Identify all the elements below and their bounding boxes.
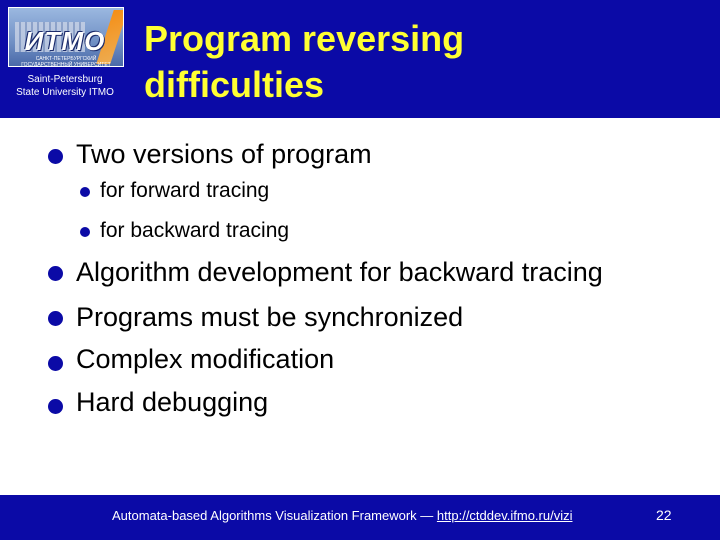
bullet-icon [48, 266, 63, 281]
sub-bullet-item-2: for backward tracing [100, 219, 290, 242]
bullet-icon [48, 311, 63, 326]
sub-bullet-icon [80, 187, 90, 197]
bullet-item-4: Complex modification [76, 344, 335, 374]
university-line-2: State University ITMO [16, 87, 114, 98]
slide-title [144, 16, 464, 108]
title-line-1: Program reversing [144, 18, 465, 59]
footer-link[interactable]: http://ctddev.ifmo.ru/vizi [436, 508, 573, 523]
page-number: 22 [656, 507, 672, 523]
slide-footer [0, 495, 720, 540]
footer-caption: Automata-based Algorithms Visualization Framework — [112, 508, 437, 523]
sub-bullet-item-1: for forward tracing [100, 179, 270, 202]
university-name [0, 73, 130, 99]
itmo-logo [8, 7, 124, 67]
bullet-item-2: Algorithm development for backward tracing [76, 257, 603, 287]
university-line-1: Saint-Petersburg [27, 74, 103, 85]
bullet-icon [48, 399, 63, 414]
bullet-item-1: Two versions of program [76, 139, 372, 169]
bullet-icon [48, 356, 63, 371]
bullet-icon [48, 149, 63, 164]
slide-header [0, 0, 720, 118]
logo-subtext: САНКТ-ПЕТЕРБУРГСКИЙ ГОСУДАРСТВЕННЫЙ УНИВЕРСИТЕТ [21, 56, 111, 67]
bullet-item-3: Programs must be synchronized [76, 302, 464, 332]
sub-bullet-icon [80, 227, 90, 237]
title-line-2: difficulties [144, 64, 325, 105]
bullet-item-5: Hard debugging [76, 387, 269, 417]
footer-text [112, 508, 573, 523]
logo-text: ИТМО [24, 26, 106, 56]
